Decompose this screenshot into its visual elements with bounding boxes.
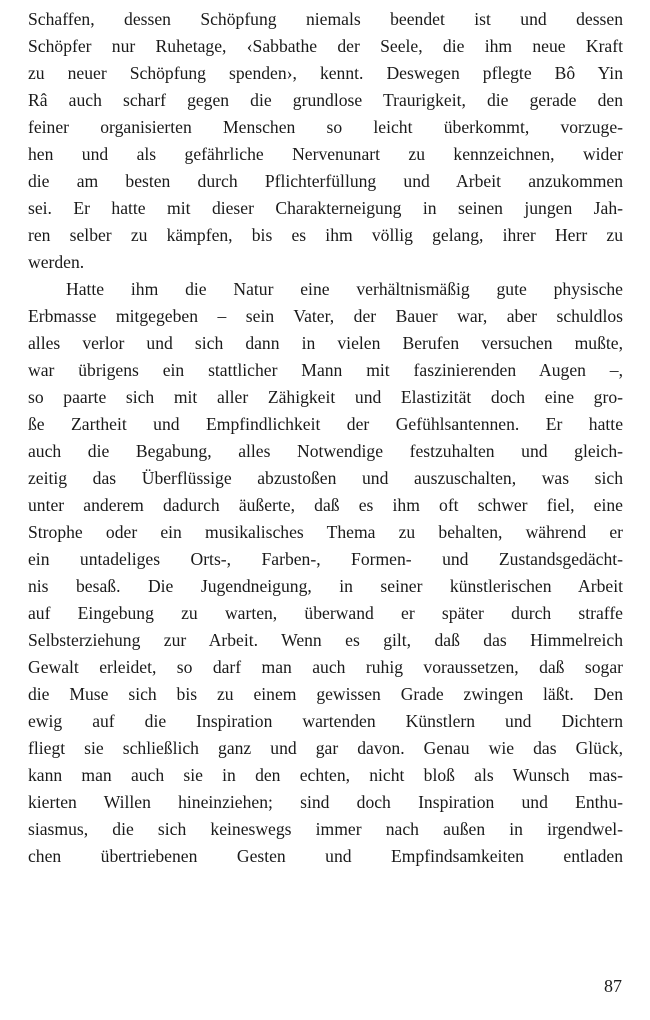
text-line: unter anderem dadurch äußerte, daß es ihm oft schwer fiel, eine (28, 495, 623, 515)
text-line: alles verlor und sich dann in vielen Berufen versuchen mußte, (28, 333, 623, 353)
text-line: ren selber zu kämpfen, bis es ihm völlig gelang, ihrer Herr zu (28, 225, 623, 245)
text-line: kierten Willen hineinziehen; sind doch Inspiration und Enthu- (28, 792, 623, 812)
text-line: die am besten durch Pflichterfüllung und Arbeit anzukommen (28, 171, 623, 191)
text-line: Selbsterziehung zur Arbeit. Wenn es gilt, daß das Himmelreich (28, 630, 623, 650)
text-line: Gewalt erleidet, so darf man auch ruhig voraussetzen, daß sogar (28, 657, 623, 677)
body-text (28, 6, 623, 870)
text-line: so paarte sich mit aller Zähigkeit und Elastizität doch eine gro- (28, 387, 623, 407)
text-line: fliegt sie schließlich ganz und gar davon. Genau wie das Glück, (28, 738, 623, 758)
text-line: ewig auf die Inspiration wartenden Künstlern und Dichtern (28, 711, 623, 731)
text-line: Hatte ihm die Natur eine verhältnismäßig gute physische (66, 279, 623, 299)
text-line: die Muse sich bis zu einem gewissen Grade zwingen läßt. Den (28, 684, 623, 704)
text-line: zeitig das Überflüssige abzustoßen und auszuschalten, was sich (28, 468, 623, 488)
text-line: Schaffen, dessen Schöpfung niemals beendet ist und dessen (28, 9, 623, 29)
text-line: auch die Begabung, alles Notwendige festzuhalten und gleich- (28, 441, 623, 461)
text-line: kann man auch sie in den echten, nicht bloß als Wunsch mas- (28, 765, 623, 785)
text-line: hen und als gefährliche Nervenunart zu kennzeichnen, wider (28, 144, 623, 164)
text-line: chen übertriebenen Gesten und Empfindsamkeiten entladen (28, 846, 623, 866)
text-line: Schöpfer nur Ruhetage, ‹Sabbathe der Seele, die ihm neue Kraft (28, 36, 623, 56)
text-line: zu neuer Schöpfung spenden›, kennt. Deswegen pflegte Bô Yin (28, 63, 623, 83)
text-line: werden. (28, 252, 85, 272)
text-line: Strophe oder ein musikalisches Thema zu behalten, während er (28, 522, 623, 542)
text-line: Erbmasse mitgegeben – sein Vater, der Bauer war, aber schuldlos (28, 306, 623, 326)
text-line: auf Eingebung zu warten, überwand er später durch straffe (28, 603, 623, 623)
page-number: 87 (604, 976, 622, 996)
text-line: ein untadeliges Orts-, Farben-, Formen- und Zustandsgedächt- (28, 549, 623, 569)
text-line: siasmus, die sich keineswegs immer nach außen in irgendwel- (28, 819, 623, 839)
text-line: sei. Er hatte mit dieser Charakterneigung in seinen jungen Jah- (28, 198, 623, 218)
text-line: ße Zartheit und Empfindlichkeit der Gefühlsantennen. Er hatte (28, 414, 623, 434)
text-line: Râ auch scharf gegen die grundlose Traurigkeit, die gerade den (28, 90, 623, 110)
text-line: feiner organisierten Menschen so leicht überkommt, vorzuge- (28, 117, 623, 137)
text-line: war übrigens ein stattlicher Mann mit faszinierenden Augen –, (28, 360, 623, 380)
text-line: nis besaß. Die Jugendneigung, in seiner künstlerischen Arbeit (28, 576, 623, 596)
